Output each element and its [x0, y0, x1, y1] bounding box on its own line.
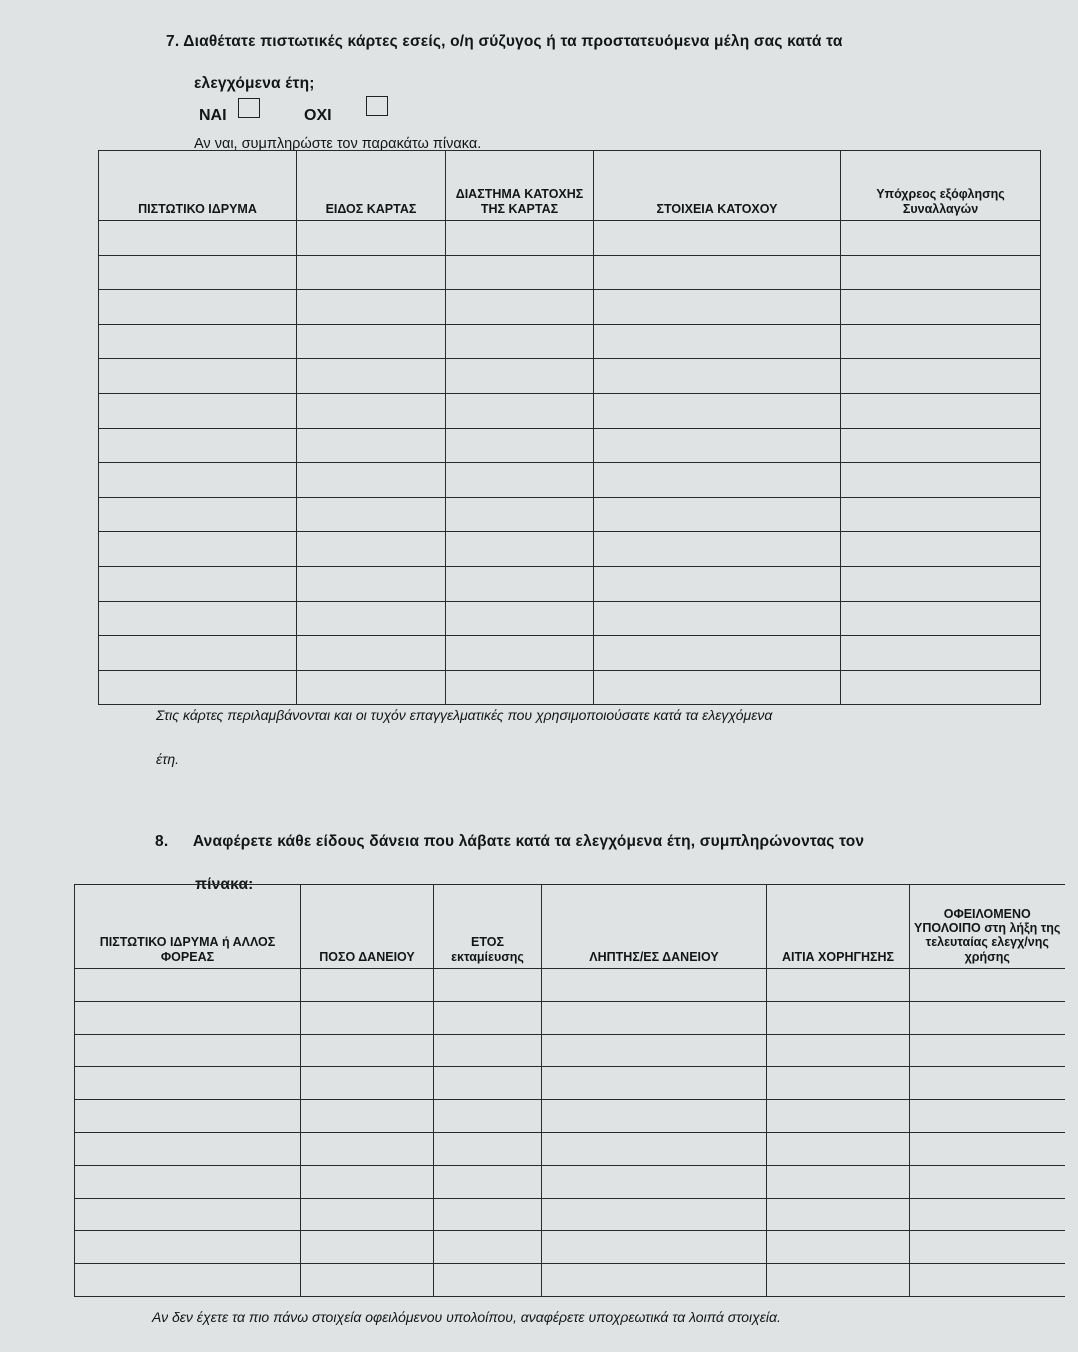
table-row — [75, 1231, 1065, 1264]
table-cell[interactable] — [75, 969, 301, 1002]
table-cell[interactable] — [434, 1034, 542, 1067]
table-cell[interactable] — [99, 463, 297, 498]
table-cell[interactable] — [910, 1231, 1065, 1264]
table-row — [99, 463, 1041, 498]
table-cell[interactable] — [297, 532, 446, 567]
table-cell[interactable] — [542, 969, 767, 1002]
table-cell[interactable] — [301, 1001, 434, 1034]
table-cell[interactable] — [594, 532, 841, 567]
table-cell[interactable] — [594, 601, 841, 636]
table-cell[interactable] — [767, 969, 910, 1002]
no-label: ΟΧΙ — [304, 107, 332, 124]
table-cell[interactable] — [767, 1001, 910, 1034]
table-row — [99, 290, 1041, 325]
table-row — [99, 532, 1041, 567]
question-7-number: 7. — [166, 33, 180, 50]
table-cell[interactable] — [841, 428, 1041, 463]
table-cell[interactable] — [841, 221, 1041, 256]
table-cell[interactable] — [301, 1100, 434, 1133]
table-cell[interactable] — [446, 532, 594, 567]
col-header-disbursement-year: ΕΤΟΣ εκταμίευσης — [434, 885, 542, 969]
table-cell[interactable] — [841, 255, 1041, 290]
table-cell[interactable] — [767, 1165, 910, 1198]
table-cell[interactable] — [594, 566, 841, 601]
table-cell[interactable] — [75, 1165, 301, 1198]
table-cell[interactable] — [446, 636, 594, 671]
table-row — [75, 1264, 1065, 1297]
table-cell[interactable] — [301, 969, 434, 1002]
col-header-lender: ΠΙΣΤΩΤΙΚΟ ΙΔΡΥΜΑ ή ΑΛΛΟΣ ΦΟΡΕΑΣ — [75, 885, 301, 969]
table-cell[interactable] — [594, 290, 841, 325]
table-cell[interactable] — [841, 290, 1041, 325]
table-row — [75, 1132, 1065, 1165]
table-cell[interactable] — [75, 1264, 301, 1297]
table-cell[interactable] — [910, 1132, 1065, 1165]
table-cell[interactable] — [301, 1198, 434, 1231]
table-cell[interactable] — [841, 670, 1041, 705]
table-cell[interactable] — [99, 566, 297, 601]
table-cell[interactable] — [75, 1001, 301, 1034]
col-header-holder-details: ΣΤΟΙΧΕΙΑ ΚΑΤΟΧΟΥ — [594, 151, 841, 221]
col-header-outstanding-balance: ΟΦΕΙΛΟΜΕΝΟ ΥΠΟΛΟΙΠΟ στη λήξη της τελευταίας ελεγχ/νης χρήσης — [910, 885, 1065, 969]
table-row — [75, 1067, 1065, 1100]
table-cell[interactable] — [542, 1264, 767, 1297]
table-cell[interactable] — [910, 1165, 1065, 1198]
table-cell[interactable] — [446, 290, 594, 325]
table-cell[interactable] — [446, 255, 594, 290]
no-checkbox[interactable] — [366, 96, 388, 116]
question-7-line1 — [166, 33, 843, 51]
table-cell[interactable] — [446, 670, 594, 705]
table-cell[interactable] — [910, 1001, 1065, 1034]
table-cell[interactable] — [434, 1100, 542, 1133]
yes-label: ΝΑΙ — [199, 107, 227, 124]
table-cell[interactable] — [99, 670, 297, 705]
table-cell[interactable] — [297, 601, 446, 636]
question-7-footnote-line1: Στις κάρτες περιλαμβάνονται και οι τυχόν επαγγελματικές που χρησιμοποιούσατε κατά τα ελεγχόμενα — [156, 707, 773, 723]
question-8-number: 8. — [155, 833, 169, 850]
table-cell[interactable] — [910, 1067, 1065, 1100]
table-cell[interactable] — [434, 1231, 542, 1264]
table-cell[interactable] — [446, 324, 594, 359]
table-cell[interactable] — [594, 463, 841, 498]
table-row — [75, 969, 1065, 1002]
loans-table-body — [75, 969, 1065, 1297]
table-cell[interactable] — [446, 359, 594, 394]
question-8-line1 — [155, 833, 864, 851]
table-cell[interactable] — [446, 601, 594, 636]
table-cell[interactable] — [542, 1231, 767, 1264]
table-row — [99, 428, 1041, 463]
table-cell[interactable] — [594, 393, 841, 428]
table-cell[interactable] — [910, 969, 1065, 1002]
table-cell[interactable] — [594, 324, 841, 359]
table-cell[interactable] — [75, 1198, 301, 1231]
table-cell[interactable] — [594, 359, 841, 394]
table-cell[interactable] — [75, 1067, 301, 1100]
table-cell[interactable] — [910, 1034, 1065, 1067]
table-cell[interactable] — [767, 1132, 910, 1165]
table-cell[interactable] — [446, 463, 594, 498]
table-cell[interactable] — [99, 532, 297, 567]
table-cell[interactable] — [542, 1067, 767, 1100]
table-cell[interactable] — [99, 290, 297, 325]
table-cell[interactable] — [446, 497, 594, 532]
table-cell[interactable] — [542, 1001, 767, 1034]
table-cell[interactable] — [841, 497, 1041, 532]
table-row — [99, 497, 1041, 532]
table-cell[interactable] — [99, 255, 297, 290]
table-cell[interactable] — [841, 636, 1041, 671]
table-cell[interactable] — [297, 636, 446, 671]
table-cell[interactable] — [841, 601, 1041, 636]
col-header-loan-amount: ΠΟΣΟ ΔΑΝΕΙΟΥ — [301, 885, 434, 969]
table-cell[interactable] — [841, 393, 1041, 428]
table-cell[interactable] — [99, 601, 297, 636]
table-cell[interactable] — [542, 1034, 767, 1067]
question-7-instruction: Αν ναι, συμπληρώστε τον παρακάτω πίνακα. — [194, 136, 482, 152]
table-cell[interactable] — [542, 1100, 767, 1133]
table-cell[interactable] — [301, 1264, 434, 1297]
table-cell[interactable] — [767, 1231, 910, 1264]
table-row — [99, 566, 1041, 601]
table-row — [99, 255, 1041, 290]
table-cell[interactable] — [301, 1067, 434, 1100]
table-cell[interactable] — [301, 1231, 434, 1264]
table-cell[interactable] — [297, 463, 446, 498]
col-header-holding-period: ΔΙΑΣΤΗΜΑ ΚΑΤΟΧΗΣ ΤΗΣ ΚΑΡΤΑΣ — [446, 151, 594, 221]
table-cell[interactable] — [910, 1100, 1065, 1133]
col-header-card-type: ΕΙΔΟΣ ΚΑΡΤΑΣ — [297, 151, 446, 221]
table-cell[interactable] — [767, 1198, 910, 1231]
table-cell[interactable] — [301, 1165, 434, 1198]
question-8-text: Αναφέρετε κάθε είδους δάνεια που λάβατε κατά τα ελεγχόμενα έτη, συμπληρώνοντας τον — [192, 833, 865, 850]
table-cell[interactable] — [910, 1198, 1065, 1231]
table-row — [99, 670, 1041, 705]
table-cell[interactable] — [434, 1198, 542, 1231]
question-7-text: Διαθέτατε πιστωτικές κάρτες εσείς, ο/η σύζυγος ή τα προστατευόμενα μέλη σας κατά τα — [183, 33, 843, 50]
table-cell[interactable] — [446, 428, 594, 463]
table-cell[interactable] — [99, 428, 297, 463]
table-row — [75, 1001, 1065, 1034]
table-cell[interactable] — [297, 221, 446, 256]
table-cell[interactable] — [594, 670, 841, 705]
table-cell[interactable] — [767, 1264, 910, 1297]
table-cell[interactable] — [297, 393, 446, 428]
table-cell[interactable] — [75, 1034, 301, 1067]
table-cell[interactable] — [99, 393, 297, 428]
table-cell[interactable] — [99, 324, 297, 359]
col-header-payment-obligor: Υπόχρεος εξόφλησης Συναλλαγών — [841, 151, 1041, 221]
table-cell[interactable] — [594, 497, 841, 532]
table-cell[interactable] — [297, 670, 446, 705]
table-cell[interactable] — [297, 255, 446, 290]
yes-checkbox[interactable] — [238, 98, 260, 118]
table-cell[interactable] — [767, 1100, 910, 1133]
col-header-credit-institution: ΠΙΣΤΩΤΙΚΟ ΙΔΡΥΜΑ — [99, 151, 297, 221]
table-cell[interactable] — [434, 969, 542, 1002]
table-cell[interactable] — [446, 393, 594, 428]
table-row — [75, 1198, 1065, 1231]
table-cell[interactable] — [301, 1034, 434, 1067]
table-cell[interactable] — [297, 497, 446, 532]
table-row — [99, 601, 1041, 636]
table-row — [99, 359, 1041, 394]
table-cell[interactable] — [446, 566, 594, 601]
table-cell[interactable] — [910, 1264, 1065, 1297]
table-cell[interactable] — [99, 221, 297, 256]
table-row — [75, 1034, 1065, 1067]
table-cell[interactable] — [542, 1165, 767, 1198]
table-row — [99, 636, 1041, 671]
table-cell[interactable] — [841, 532, 1041, 567]
question-8-line2: πίνακα: — [195, 876, 254, 893]
table-cell[interactable] — [297, 290, 446, 325]
credit-cards-table — [98, 150, 1041, 705]
table-cell[interactable] — [297, 566, 446, 601]
table-cell[interactable] — [99, 636, 297, 671]
question-8-footnote: Αν δεν έχετε τα πιο πάνω στοιχεία οφειλόμενου υπολοίπου, αναφέρετε υποχρεωτικά τα λοιπά στοιχεία. — [152, 1309, 781, 1325]
question-7-footnote-line2: έτη. — [156, 751, 180, 767]
table-cell[interactable] — [434, 1165, 542, 1198]
table-cell[interactable] — [434, 1067, 542, 1100]
table-row — [99, 221, 1041, 256]
table-cell[interactable] — [594, 255, 841, 290]
table-cell[interactable] — [542, 1198, 767, 1231]
table-cell[interactable] — [297, 324, 446, 359]
table-cell[interactable] — [767, 1034, 910, 1067]
table-cell[interactable] — [99, 497, 297, 532]
table-cell[interactable] — [75, 1231, 301, 1264]
loans-table — [74, 884, 1065, 1297]
table-cell[interactable] — [99, 359, 297, 394]
table-cell[interactable] — [446, 221, 594, 256]
table-cell[interactable] — [297, 428, 446, 463]
table-cell[interactable] — [434, 1264, 542, 1297]
credit-cards-table-body — [99, 221, 1041, 705]
table-cell[interactable] — [594, 428, 841, 463]
col-header-borrowers: ΛΗΠΤΗΣ/ΕΣ ΔΑΝΕΙΟΥ — [542, 885, 767, 969]
table-cell[interactable] — [841, 324, 1041, 359]
col-header-purpose: ΑΙΤΙΑ ΧΟΡΗΓΗΣΗΣ — [767, 885, 910, 969]
table-cell[interactable] — [594, 221, 841, 256]
table-cell[interactable] — [594, 636, 841, 671]
table-cell[interactable] — [301, 1132, 434, 1165]
table-row — [75, 1165, 1065, 1198]
table-row — [99, 393, 1041, 428]
table-cell[interactable] — [841, 566, 1041, 601]
table-row — [75, 1100, 1065, 1133]
table-cell[interactable] — [75, 1132, 301, 1165]
table-cell[interactable] — [434, 1001, 542, 1034]
question-7-line2: ελεγχόμενα έτη; — [194, 75, 315, 92]
table-cell[interactable] — [841, 359, 1041, 394]
table-cell[interactable] — [542, 1132, 767, 1165]
table-cell[interactable] — [297, 359, 446, 394]
table-cell[interactable] — [841, 463, 1041, 498]
table-cell[interactable] — [434, 1132, 542, 1165]
table-row — [99, 324, 1041, 359]
table-cell[interactable] — [767, 1067, 910, 1100]
table-cell[interactable] — [75, 1100, 301, 1133]
